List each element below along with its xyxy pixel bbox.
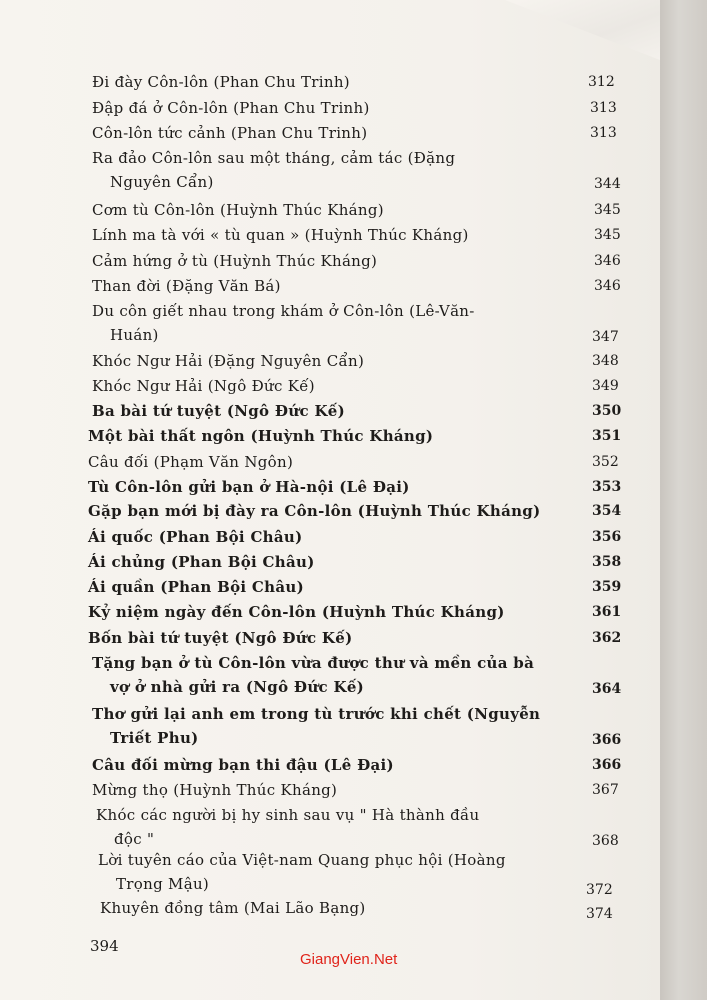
- toc-title-line: Khóc các người bị hy sinh sau vụ " Hà thành đầu: [96, 806, 480, 824]
- toc-page-number: 358: [592, 554, 622, 570]
- toc-title-line: Côn-lôn tức cảnh (Phan Chu Trinh): [92, 124, 368, 142]
- toc-page-number: 346: [594, 253, 621, 269]
- toc-page-number: 346: [594, 278, 621, 294]
- toc-title-continuation: Nguyên Cẩn): [110, 173, 214, 191]
- toc-entry-title: [92, 274, 281, 298]
- toc-title-line: Đi đày Côn-lôn (Phan Chu Trinh): [92, 73, 350, 91]
- toc-page-number: 366: [592, 757, 622, 773]
- toc-page-number: 367: [592, 782, 619, 798]
- toc-title-line: Than đời (Đặng Văn Bá): [92, 277, 281, 295]
- toc-title-line: Khóc Ngư Hải (Ngô Đức Kế): [92, 377, 315, 395]
- toc-entry-title: [92, 223, 469, 247]
- toc-title-continuation: Trọng Mậu): [116, 875, 210, 893]
- page-number: 394: [90, 937, 119, 955]
- toc-title-line: Khuyên đồng tâm (Mai Lão Bạng): [100, 899, 366, 917]
- toc-entry-title: [88, 525, 303, 549]
- toc-title-line: Câu đối mừng bạn thi đậu (Lê Đại): [92, 756, 394, 774]
- toc-title-line: Du côn giết nhau trong khám ở Côn-lôn (Lê-Văn-: [92, 302, 475, 320]
- toc-entry-title: [92, 651, 534, 699]
- toc-title-line: Gặp bạn mới bị đày ra Côn-lôn (Huỳnh Thúc Kháng): [88, 502, 541, 520]
- toc-title-line: Ái chủng (Phan Bội Châu): [88, 553, 315, 571]
- toc-title-line: Cơm tù Côn-lôn (Huỳnh Thúc Kháng): [92, 201, 384, 219]
- toc-page-number: 366: [592, 732, 622, 748]
- toc-title-continuation: Huán): [110, 326, 159, 344]
- toc-page-number: 313: [590, 100, 617, 116]
- toc-entry-title: [88, 626, 353, 650]
- toc-entry-title: [92, 146, 455, 194]
- toc-title-continuation: vợ ở nhà gửi ra (Ngô Đức Kế): [110, 678, 365, 696]
- toc-entry-title: [92, 349, 364, 373]
- watermark: GiangVien.Net: [300, 951, 398, 968]
- toc-title-line: Tù Côn-lôn gửi bạn ở Hà-nội (Lê Đại): [88, 478, 410, 496]
- toc-title-line: Khóc Ngư Hải (Đặng Nguyên Cẩn): [92, 352, 365, 370]
- toc-entry-title: [88, 600, 505, 624]
- toc-title-line: Bốn bài tứ tuyệt (Ngô Đức Kế): [88, 629, 353, 647]
- toc-page-number: 312: [588, 74, 615, 90]
- toc-title-continuation: độc ": [114, 830, 155, 848]
- toc-entry-title: [92, 753, 394, 777]
- toc-page-number: 353: [592, 479, 622, 495]
- toc-entry-title: [92, 96, 370, 120]
- toc-page-number: 350: [592, 403, 622, 419]
- toc-entry-title: [92, 121, 367, 145]
- toc-entry-title: [92, 399, 345, 423]
- toc-entry-title: [88, 424, 433, 448]
- toc-title-line: Ba bài tứ tuyệt (Ngô Đức Kế): [92, 402, 346, 420]
- toc-entry-title: [92, 702, 540, 750]
- toc-page-number: 364: [592, 681, 622, 697]
- toc-title-line: Đập đá ở Côn-lôn (Phan Chu Trinh): [92, 99, 370, 117]
- toc-entry-title: [88, 450, 293, 474]
- toc-entry-title: [88, 499, 540, 523]
- toc-page-number: 372: [586, 882, 613, 898]
- toc-page-number: 362: [592, 630, 622, 646]
- toc-entry-title: [92, 778, 337, 802]
- toc-entry-title: [88, 475, 410, 499]
- toc-entry-title: [98, 848, 506, 896]
- toc-title-line: Câu đối (Phạm Văn Ngôn): [88, 453, 294, 471]
- toc-page-number: 361: [592, 604, 622, 620]
- toc-page-number: 352: [592, 454, 619, 470]
- toc-page-number: 374: [586, 906, 613, 922]
- toc-page-number: 349: [592, 378, 619, 394]
- toc-title-line: Thơ gửi lại anh em trong tù trước khi chết (Nguyễn: [92, 705, 541, 723]
- toc-title-line: Ra đảo Côn-lôn sau một tháng, cảm tác (Đặng: [92, 149, 456, 167]
- toc-title-line: Ái quần (Phan Bội Châu): [88, 578, 304, 596]
- toc-title-line: Cảm hứng ở tù (Huỳnh Thúc Kháng): [92, 252, 378, 270]
- toc-page-number: 359: [592, 579, 622, 595]
- toc-entry-title: [92, 70, 350, 94]
- toc-page-number: 345: [594, 202, 621, 218]
- toc-title-line: Lời tuyên cáo của Việt-nam Quang phục hội (Hoàng: [98, 851, 506, 869]
- toc-entry-title: [92, 299, 475, 347]
- toc-entry-title: [96, 803, 479, 851]
- toc-title-line: Một bài thất ngôn (Huỳnh Thúc Kháng): [88, 427, 434, 445]
- toc-page-number: 368: [592, 833, 619, 849]
- toc-entry-title: [92, 374, 315, 398]
- toc-page-number: 347: [592, 329, 619, 345]
- toc-entry-title: [88, 550, 315, 574]
- toc-entry-title: [100, 896, 366, 920]
- toc-page-number: 313: [590, 125, 617, 141]
- toc-page-number: 345: [594, 227, 621, 243]
- toc-page-number: 344: [594, 176, 621, 192]
- toc-title-line: Lính ma tà với « tù quan » (Huỳnh Thúc Kháng): [92, 226, 469, 244]
- toc-entry-title: [92, 249, 377, 273]
- toc-page-number: 351: [592, 428, 622, 444]
- toc-title-line: Tặng bạn ở tù Côn-lôn vừa được thư và mền của bà: [92, 654, 535, 672]
- toc-page-number: 354: [592, 503, 622, 519]
- toc-entry-title: [92, 198, 384, 222]
- toc-title-continuation: Triết Phu): [110, 729, 199, 747]
- toc-page-number: 348: [592, 353, 619, 369]
- toc-title-line: Ái quốc (Phan Bội Châu): [88, 528, 303, 546]
- toc-title-line: Kỷ niệm ngày đến Côn-lôn (Huỳnh Thúc Kháng): [88, 603, 505, 621]
- toc-page-number: 356: [592, 529, 622, 545]
- toc-title-line: Mừng thọ (Huỳnh Thúc Kháng): [92, 781, 338, 799]
- toc-entry-title: [88, 575, 304, 599]
- page-edge: [660, 0, 707, 1000]
